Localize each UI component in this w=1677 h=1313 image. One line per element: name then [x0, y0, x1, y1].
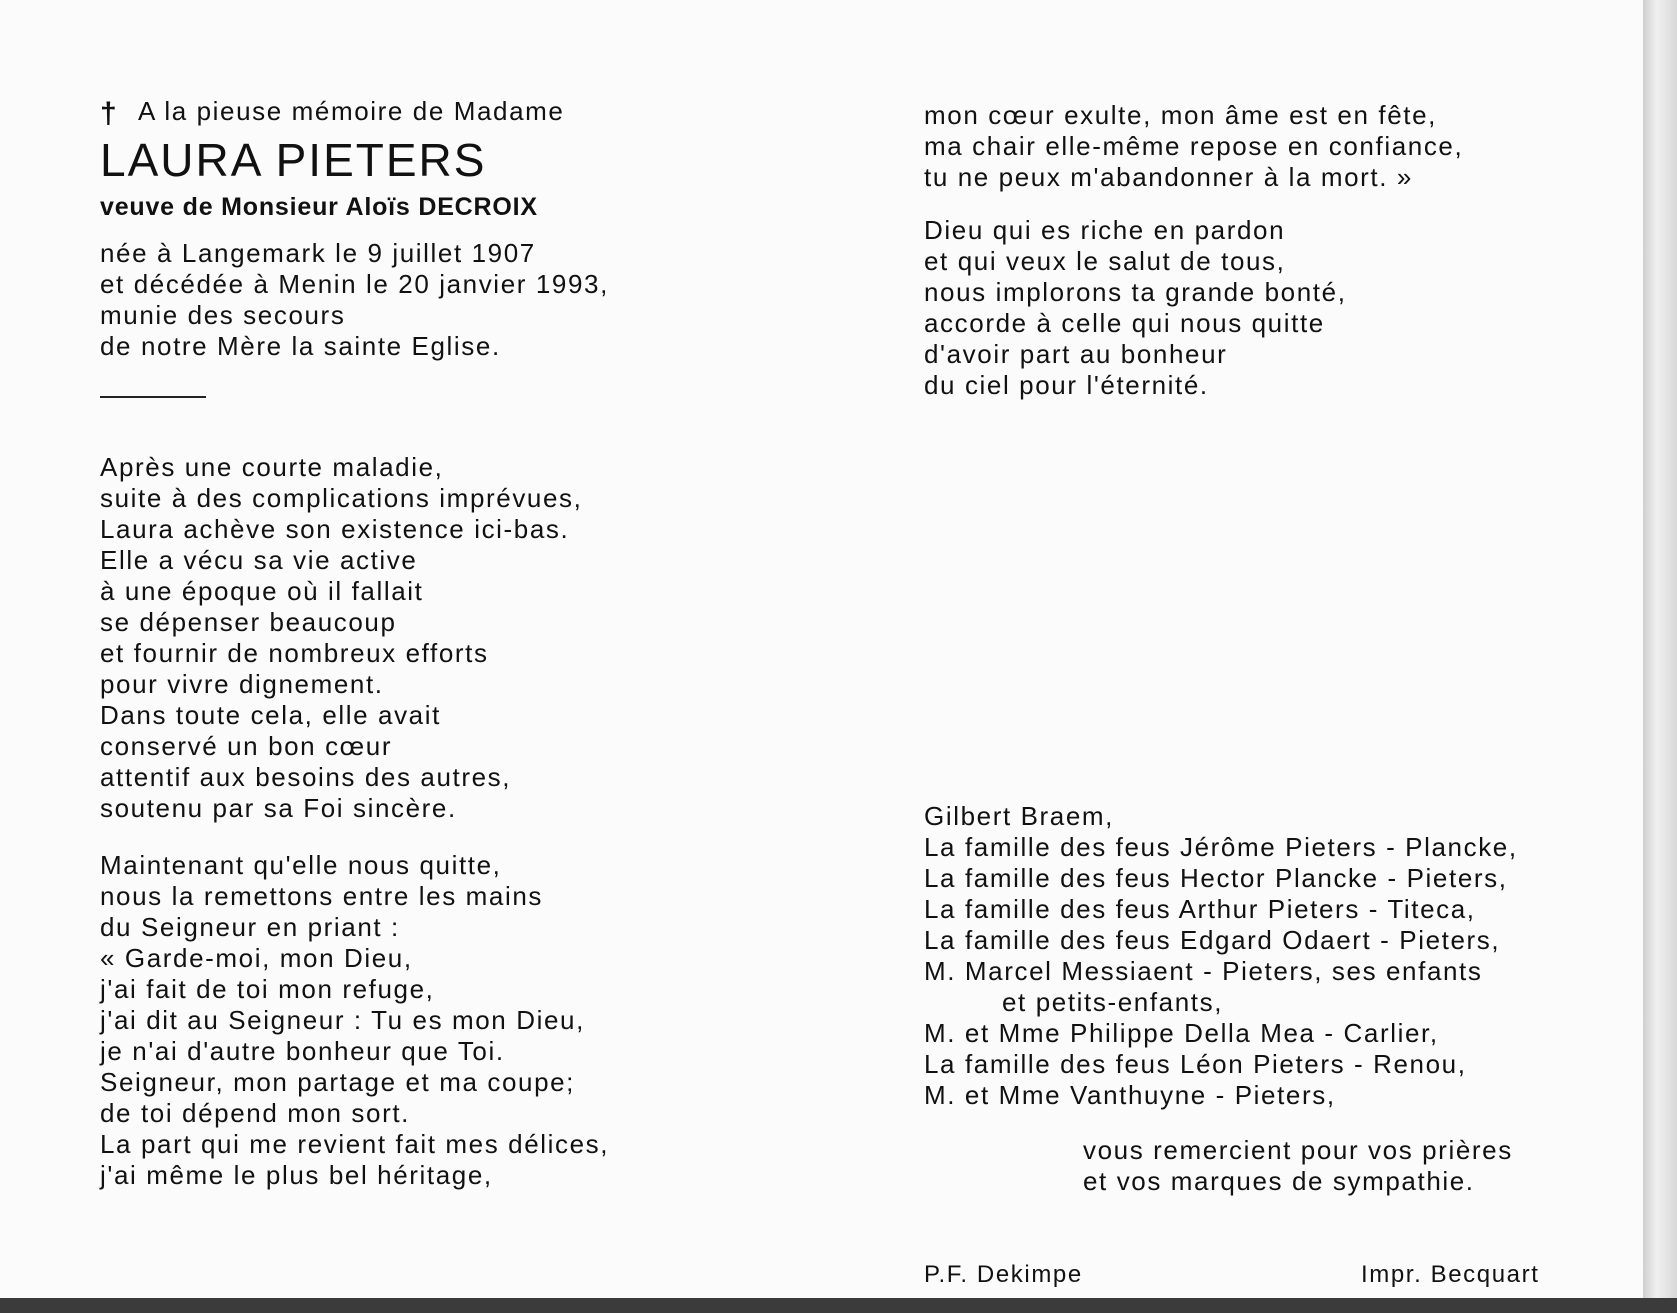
prayer-line: Maintenant qu'elle nous quitte,: [100, 850, 502, 880]
petition-line: Dieu qui es riche en pardon: [924, 215, 1286, 245]
card-edge: [1643, 0, 1677, 1313]
family-line: La famille des feus Jérôme Pieters - Plancke,: [924, 832, 1518, 862]
detail-line: et décédée à Menin le 20 janvier 1993,: [100, 269, 609, 299]
prayer-line: mon cœur exulte, mon âme est en fête,: [924, 100, 1437, 130]
printer-credit: Impr. Becquart: [1361, 1261, 1540, 1288]
funeral-home: P.F. Dekimpe: [924, 1261, 1083, 1288]
prayer-line: Seigneur, mon partage et ma coupe;: [100, 1067, 576, 1097]
thanks-line: vous remercient pour vos prières: [1083, 1135, 1513, 1165]
family-line: M. Marcel Messiaent - Pieters, ses enfants: [924, 956, 1483, 986]
prayer-line: de toi dépend mon sort.: [100, 1098, 410, 1128]
tribute-line: soutenu par sa Foi sincère.: [100, 793, 457, 823]
detail-line: de notre Mère la sainte Eglise.: [100, 331, 501, 361]
dedication: A la pieuse mémoire de Madame: [138, 96, 565, 126]
family-line: La famille des feus Arthur Pieters - Titeca,: [924, 894, 1476, 924]
tribute-line: se dépenser beaucoup: [100, 607, 397, 637]
prayer-line: nous la remettons entre les mains: [100, 881, 543, 911]
scan-background: [0, 1298, 1677, 1313]
prayer-line: La part qui me revient fait mes délices,: [100, 1129, 610, 1159]
family-line: La famille des feus Léon Pieters - Renou,: [924, 1049, 1467, 1079]
thanks-line: et vos marques de sympathie.: [1083, 1166, 1475, 1196]
tribute-line: pour vivre dignement.: [100, 669, 384, 699]
tribute-line: Dans toute cela, elle avait: [100, 700, 441, 730]
petition-line: et qui veux le salut de tous,: [924, 246, 1286, 276]
tribute-line: à une époque où il fallait: [100, 576, 424, 606]
family-line: Gilbert Braem,: [924, 801, 1115, 831]
petition-line: nous implorons ta grande bonté,: [924, 277, 1347, 307]
tribute-line: conservé un bon cœur: [100, 731, 393, 761]
tribute-line: suite à des complications imprévues,: [100, 483, 583, 513]
prayer-line: ma chair elle-même repose en confiance,: [924, 131, 1464, 161]
prayer-line: « Garde-moi, mon Dieu,: [100, 943, 413, 973]
prayer-line: j'ai fait de toi mon refuge,: [100, 974, 435, 1004]
tribute-line: et fournir de nombreux efforts: [100, 638, 489, 668]
divider: [100, 396, 206, 398]
petition-line: du ciel pour l'éternité.: [924, 370, 1209, 400]
family-line: La famille des feus Hector Plancke - Pieters,: [924, 863, 1508, 893]
petition-line: accorde à celle qui nous quitte: [924, 308, 1325, 338]
cross-icon: †: [100, 97, 117, 130]
family-line: M. et Mme Vanthuyne - Pieters,: [924, 1080, 1336, 1110]
prayer-line: j'ai même le plus bel héritage,: [100, 1160, 493, 1190]
widow-of: veuve de Monsieur Aloïs DECROIX: [100, 193, 538, 221]
tribute-line: attentif aux besoins des autres,: [100, 762, 512, 792]
tribute-line: Après une courte maladie,: [100, 452, 444, 482]
detail-line: munie des secours: [100, 300, 346, 330]
tribute-line: Laura achève son existence ici-bas.: [100, 514, 570, 544]
prayer-line: du Seigneur en priant :: [100, 912, 400, 942]
petition-line: d'avoir part au bonheur: [924, 339, 1228, 369]
deceased-name: LAURA PIETERS: [100, 134, 487, 186]
family-line: M. et Mme Philippe Della Mea - Carlier,: [924, 1018, 1439, 1048]
family-line: et petits-enfants,: [1002, 987, 1224, 1017]
prayer-line: je n'ai d'autre bonheur que Toi.: [100, 1036, 505, 1066]
tribute-line: Elle a vécu sa vie active: [100, 545, 418, 575]
detail-line: née à Langemark le 9 juillet 1907: [100, 238, 536, 268]
prayer-line: j'ai dit au Seigneur : Tu es mon Dieu,: [100, 1005, 585, 1035]
prayer-line: tu ne peux m'abandonner à la mort. »: [924, 162, 1413, 192]
family-line: La famille des feus Edgard Odaert - Pieters,: [924, 925, 1501, 955]
